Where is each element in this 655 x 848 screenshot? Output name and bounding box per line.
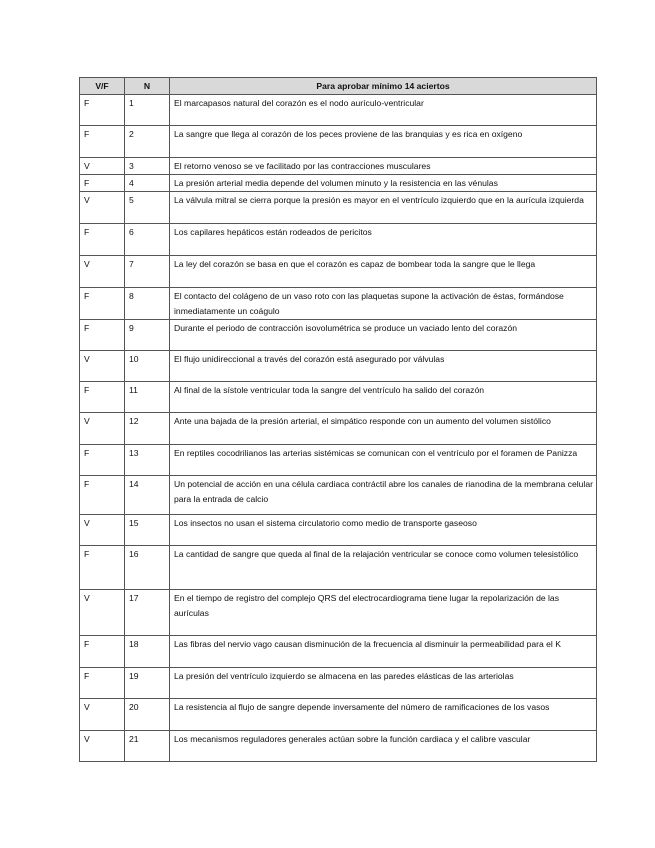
- table-row: [80, 95, 597, 126]
- number-cell: 13: [125, 445, 170, 476]
- table-row: [80, 413, 597, 445]
- statement-cell: Los mecanismos reguladores generales actúan sobre la función cardiaca y el calibre vascular: [170, 731, 597, 762]
- table-row: [80, 476, 597, 515]
- number-cell: 5: [125, 192, 170, 224]
- answer-cell: F: [80, 126, 125, 158]
- number-cell: 11: [125, 382, 170, 413]
- statement-cell: La presión del ventrículo izquierdo se almacena en las paredes elásticas de las arteriolas: [170, 668, 597, 699]
- number-cell: 18: [125, 636, 170, 668]
- table-row: [80, 126, 597, 158]
- answer-cell: V: [80, 515, 125, 546]
- table-row: [80, 256, 597, 288]
- number-cell: 2: [125, 126, 170, 158]
- answer-sheet: [79, 77, 596, 762]
- table-row: [80, 192, 597, 224]
- header-row: [80, 78, 597, 95]
- statement-cell: La ley del corazón se basa en que el corazón es capaz de bombear toda la sangre que le llega: [170, 256, 597, 288]
- statement-cell: El retorno venoso se ve facilitado por las contracciones musculares: [170, 158, 597, 175]
- answer-cell: F: [80, 95, 125, 126]
- table-row: [80, 351, 597, 382]
- statement-cell: La presión arterial media depende del volumen minuto y la resistencia en las vénulas: [170, 175, 597, 192]
- header-vf: V/F: [80, 78, 125, 95]
- statement-line: En el tiempo de registro del complejo QRS del electrocardiograma tiene lugar la repolarización de las: [174, 593, 560, 603]
- header-n: N: [125, 78, 170, 95]
- number-cell: 15: [125, 515, 170, 546]
- number-cell: 6: [125, 224, 170, 256]
- answer-cell: F: [80, 546, 125, 590]
- answer-cell: F: [80, 668, 125, 699]
- answer-cell: F: [80, 175, 125, 192]
- number-cell: 9: [125, 320, 170, 351]
- table-row: [80, 175, 597, 192]
- answer-cell: V: [80, 699, 125, 731]
- table-row: [80, 668, 597, 699]
- table-row: [80, 320, 597, 351]
- number-cell: 7: [125, 256, 170, 288]
- statement-cell: Los capilares hepáticos están rodeados de pericitos: [170, 224, 597, 256]
- number-cell: 8: [125, 288, 170, 320]
- statement-cell: El flujo unidireccional a través del corazón está asegurado por válvulas: [170, 351, 597, 382]
- statement-cell: Un potencial de acción en una célula cardiaca contráctil abre los canales de rianodina de la membrana celular para la entrada de calcio: [170, 476, 597, 515]
- answer-cell: F: [80, 320, 125, 351]
- answer-cell: V: [80, 590, 125, 636]
- table-row: [80, 731, 597, 762]
- table-row: [80, 224, 597, 256]
- number-cell: 14: [125, 476, 170, 515]
- answer-cell: V: [80, 256, 125, 288]
- number-cell: 10: [125, 351, 170, 382]
- header-statement: Para aprobar mínimo 14 aciertos: [170, 78, 597, 95]
- statement-cell: El marcapasos natural del corazón es el nodo aurículo-ventricular: [170, 95, 597, 126]
- statement-cell: El contacto del colágeno de un vaso roto con las plaquetas supone la activación de éstas, formándose inmediatamente un coágulo: [170, 288, 597, 320]
- answer-cell: F: [80, 224, 125, 256]
- answer-cell: F: [80, 288, 125, 320]
- table-row: [80, 445, 597, 476]
- answer-cell: F: [80, 636, 125, 668]
- answer-cell: F: [80, 476, 125, 515]
- statement-cell: Ante una bajada de la presión arterial, el simpático responde con un aumento del volumen sistólico: [170, 413, 597, 445]
- number-cell: 17: [125, 590, 170, 636]
- statement-line: aurículas: [174, 608, 209, 618]
- table-row: [80, 546, 597, 590]
- statement-cell: En reptiles cocodrilianos las arterias sistémicas se comunican con el ventrículo por el foramen de Panizza: [170, 445, 597, 476]
- statement-cell: Las fibras del nervio vago causan disminución de la frecuencia al disminuir la permeabilidad para el K: [170, 636, 597, 668]
- answer-cell: F: [80, 445, 125, 476]
- table-row: [80, 288, 597, 320]
- number-cell: 16: [125, 546, 170, 590]
- table-row: [80, 699, 597, 731]
- answer-cell: V: [80, 731, 125, 762]
- number-cell: 19: [125, 668, 170, 699]
- number-cell: 4: [125, 175, 170, 192]
- answer-cell: V: [80, 158, 125, 175]
- statement-cell: La resistencia al flujo de sangre depende inversamente del número de ramificaciones de los vasos: [170, 699, 597, 731]
- answer-cell: V: [80, 413, 125, 445]
- number-cell: 3: [125, 158, 170, 175]
- number-cell: 1: [125, 95, 170, 126]
- answer-cell: F: [80, 382, 125, 413]
- answer-cell: V: [80, 351, 125, 382]
- table-row: [80, 590, 597, 636]
- number-cell: 20: [125, 699, 170, 731]
- table-row: [80, 158, 597, 175]
- statement-cell: La cantidad de sangre que queda al final de la relajación ventricular se conoce como volumen telesistólico: [170, 546, 597, 590]
- statement-cell: Al final de la sístole ventricular toda la sangre del ventrículo ha salido del corazón: [170, 382, 597, 413]
- number-cell: 21: [125, 731, 170, 762]
- table-row: [80, 515, 597, 546]
- statement-cell: Los insectos no usan el sistema circulatorio como medio de transporte gaseoso: [170, 515, 597, 546]
- statement-cell: Durante el periodo de contracción isovolumétrica se produce un vaciado lento del corazón: [170, 320, 597, 351]
- statement-cell: La válvula mitral se cierra porque la presión es mayor en el ventrículo izquierdo que en la aurícula izquierda: [170, 192, 597, 224]
- true-false-table: [79, 77, 597, 762]
- statement-cell: La sangre que llega al corazón de los peces proviene de las branquias y es rica en oxígeno: [170, 126, 597, 158]
- table-row: [80, 636, 597, 668]
- table-row: [80, 382, 597, 413]
- statement-cell: [170, 590, 597, 636]
- answer-cell: V: [80, 192, 125, 224]
- number-cell: 12: [125, 413, 170, 445]
